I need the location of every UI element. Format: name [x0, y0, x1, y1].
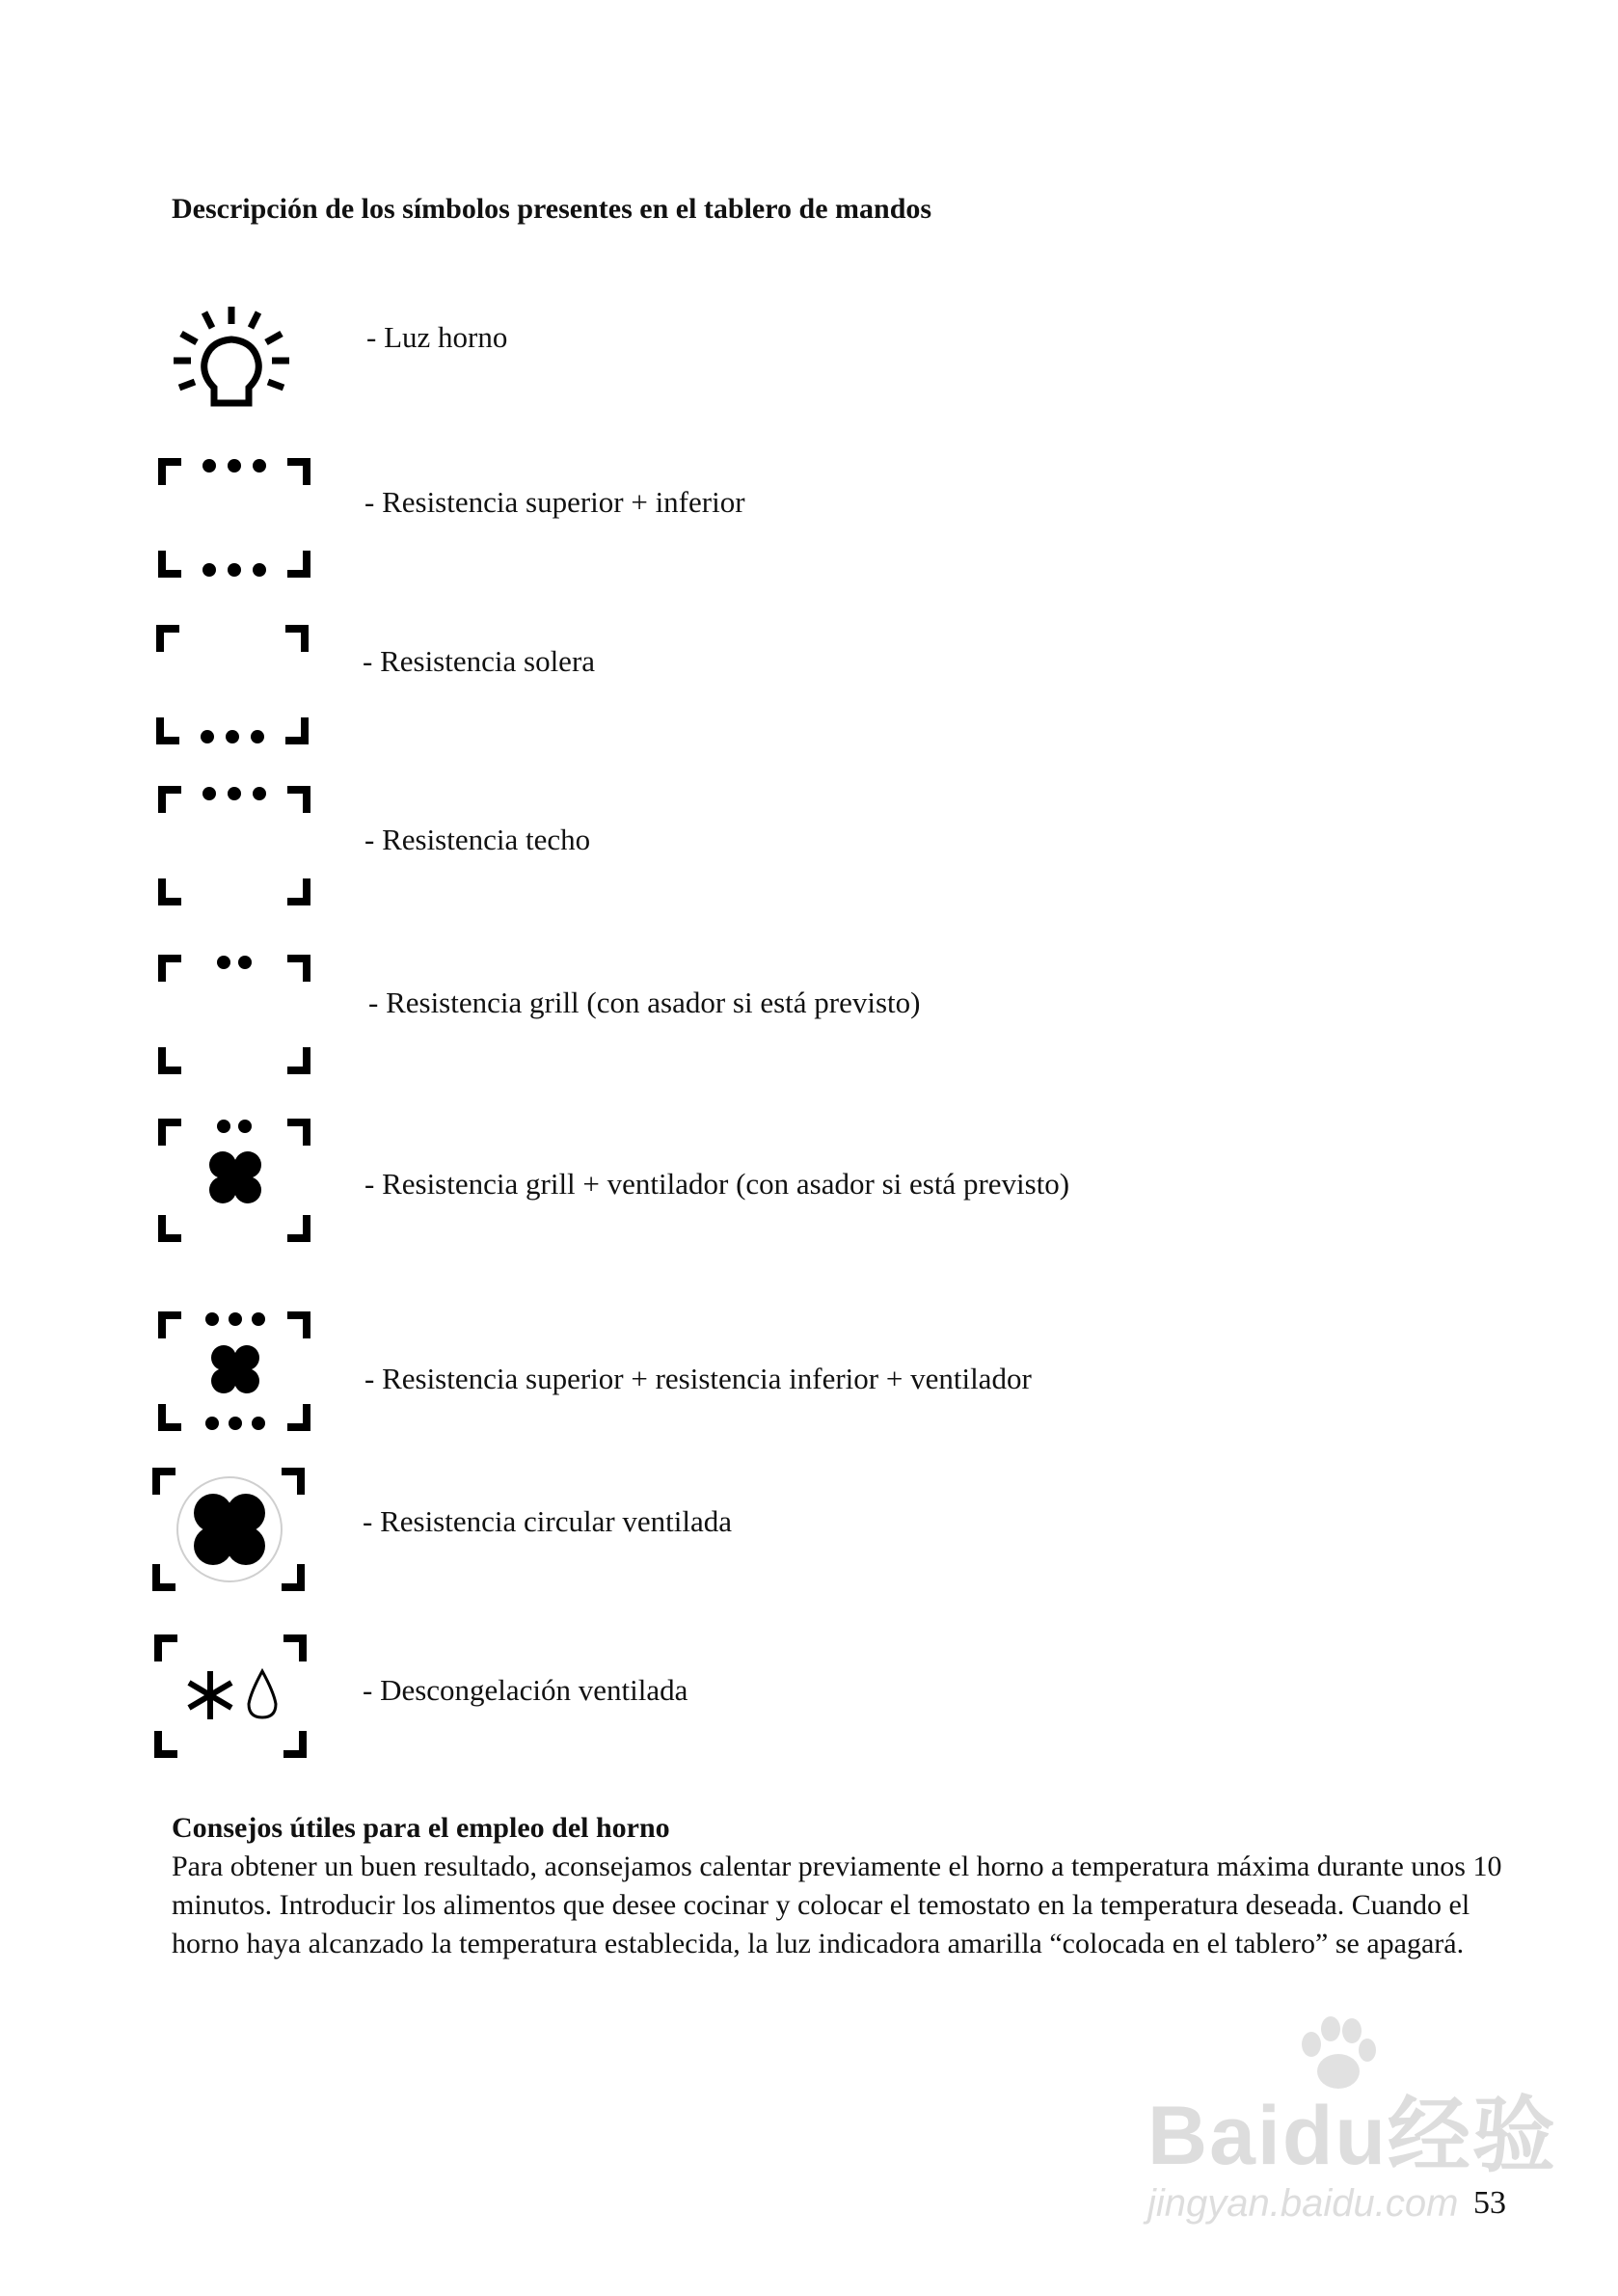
- top-bottom-heating-icon: [158, 458, 312, 579]
- defrost-fan-icon: [154, 1634, 309, 1760]
- symbol-label: - Resistencia grill (con asador si está previsto): [368, 986, 921, 1019]
- watermark-brand: Baidu经验: [1147, 2090, 1557, 2182]
- symbol-label: - Resistencia techo: [364, 823, 591, 856]
- symbol-label: - Resistencia superior + inferior: [364, 485, 745, 519]
- tips-section: [172, 1809, 1502, 1963]
- bottom-heating-icon: [156, 625, 310, 745]
- symbol-label: - Luz horno: [366, 320, 508, 354]
- symbol-label: - Resistencia solera: [363, 644, 596, 678]
- circular-fan-icon: [152, 1468, 307, 1593]
- symbol-label: - Descongelación ventilada: [363, 1673, 688, 1707]
- grill-icon: [158, 955, 312, 1075]
- paw-icon: [1292, 2015, 1379, 2093]
- symbol-label: - Resistencia grill + ventilador (con asador si está previsto): [364, 1167, 1070, 1201]
- top-heating-icon: [158, 786, 312, 906]
- symbol-label: - Resistencia circular ventilada: [363, 1504, 733, 1538]
- watermark-url: jingyan.baidu.com: [1147, 2182, 1459, 2225]
- tips-body: Para obtener un buen resultado, aconsejamos calentar previamente el horno a temperatura máxima durante unos 10 minutos. Introducir los alimentos que desee cocinar y colocar el temostato en la temperatura deseada. Cuando el horno haya alcanzado la temperatura establecida, la luz indicadora amarilla “colocada en el tablero” se apagará.: [172, 1850, 1502, 1959]
- tips-title: Consejos útiles para el empleo del horno: [172, 1812, 670, 1844]
- grill-fan-icon: [158, 1119, 312, 1242]
- page-number: 53: [1473, 2185, 1506, 2221]
- oven-light-icon: [164, 299, 299, 424]
- symbol-label: - Resistencia superior + resistencia inferior + ventilador: [364, 1362, 1032, 1395]
- top-bottom-fan-icon: [158, 1311, 312, 1432]
- page-title: Descripción de los símbolos presentes en el tablero de mandos: [172, 193, 932, 225]
